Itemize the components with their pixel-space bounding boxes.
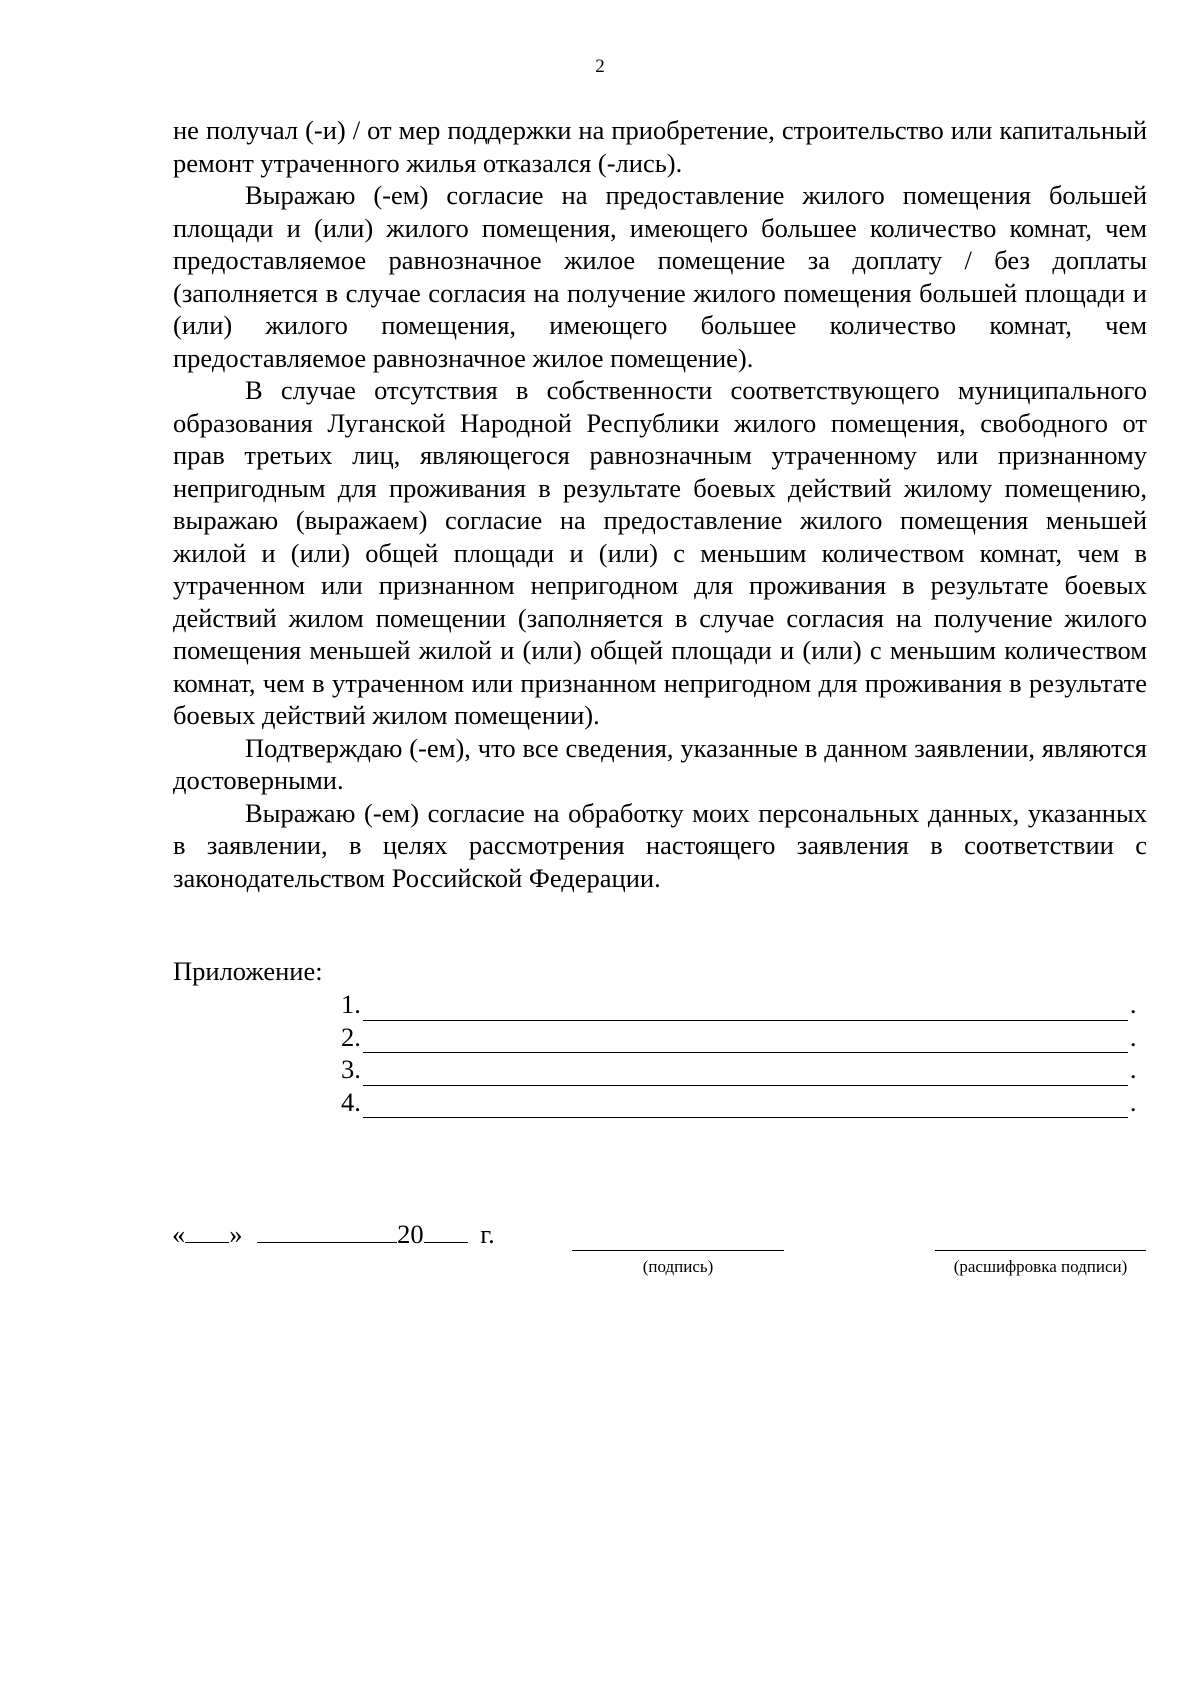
- close-quote: »: [229, 1219, 243, 1249]
- appendix-list: [341, 988, 1141, 1118]
- month-blank[interactable]: [257, 1218, 397, 1243]
- year-blank[interactable]: [424, 1218, 468, 1243]
- paragraph-confirmation: Подтверждаю (-ем), что все сведения, указанные в данном заявлении, являются достоверными.: [173, 732, 1147, 795]
- appendix-fill-line[interactable]: [363, 1091, 1128, 1118]
- signature-caption: (подпись): [642, 1257, 714, 1276]
- document-body: [173, 114, 1147, 894]
- appendix-title: Приложение:: [173, 956, 323, 986]
- paragraph-continuation: не получал (-и) / от мер поддержки на приобретение, строительство или капитальный ремонт утраченного жилья отказался (-лись).: [173, 115, 1147, 178]
- year-prefix: 20: [397, 1219, 424, 1249]
- page-number: 2: [595, 56, 605, 77]
- signature-decoding-line[interactable]: [935, 1250, 1146, 1251]
- day-blank[interactable]: [185, 1218, 229, 1243]
- signature-decoding-caption: (расшифровка подписи): [953, 1257, 1128, 1276]
- appendix-fill-line[interactable]: [363, 1059, 1128, 1086]
- paragraph-consent-smaller-area: В случае отсутствия в собственности соответствующего муниципального образования Луганской Народной Республики жилого помещения, свободного от прав третьих лиц, являющегося равнозначным утраченному или признанному непригодным для проживания в результате боевых действий жилому помещению, выражаю (выражаем) согласие на предоставление жилого помещения меньшей жилой и (или) общей площади и (или) с меньшим количеством комнат, чем в утраченном или признанном непригодном для проживания в результате боевых действий жилом помещении (заполняется в случае согласия на получение жилого помещения меньшей жилой и (или) общей площади и (или) с меньшим количеством комнат, чем в утраченном или признанном непригодном для проживания в результате боевых действий жилом помещении).: [173, 375, 1147, 730]
- appendix-fill-line[interactable]: [363, 994, 1128, 1021]
- appendix-item-number: 3.: [341, 1054, 361, 1084]
- appendix-item-end: .: [1129, 1086, 1137, 1117]
- appendix-item-end: .: [1129, 1054, 1137, 1084]
- appendix-item: [341, 1053, 1141, 1086]
- appendix-item-number: 4.: [341, 1086, 361, 1117]
- signature-line[interactable]: [572, 1250, 784, 1251]
- date-row: [172, 1218, 495, 1249]
- appendix-item: [341, 988, 1141, 1021]
- appendix-item-number: 1.: [341, 989, 361, 1019]
- year-suffix: г.: [480, 1219, 495, 1249]
- appendix-item-end: .: [1129, 989, 1137, 1019]
- open-quote: «: [172, 1219, 186, 1249]
- paragraph-consent-larger-area: Выражаю (-ем) согласие на предоставление жилого помещения большей площади и (или) жилого помещения, имеющего большее количество комнат, чем предоставляемое равнозначное жилое помещение за доплату / без доплаты (заполняется в случае согласия на получение жилого помещения большей площади и (или) жилого помещения, имеющего большее количество комнат, чем предоставляемое равнозначное жилое помещение).: [173, 180, 1147, 373]
- appendix-item-end: .: [1129, 1021, 1137, 1052]
- appendix-item: [341, 1086, 1141, 1119]
- paragraph-personal-data-consent: Выражаю (-ем) согласие на обработку моих персональных данных, указанных в заявлении, в целях рассмотрения настоящего заявления в соответствии с законодательством Российской Федерации.: [173, 797, 1147, 893]
- appendix-item-number: 2.: [341, 1021, 361, 1052]
- appendix-item: [341, 1021, 1141, 1054]
- appendix-fill-line[interactable]: [363, 1026, 1128, 1053]
